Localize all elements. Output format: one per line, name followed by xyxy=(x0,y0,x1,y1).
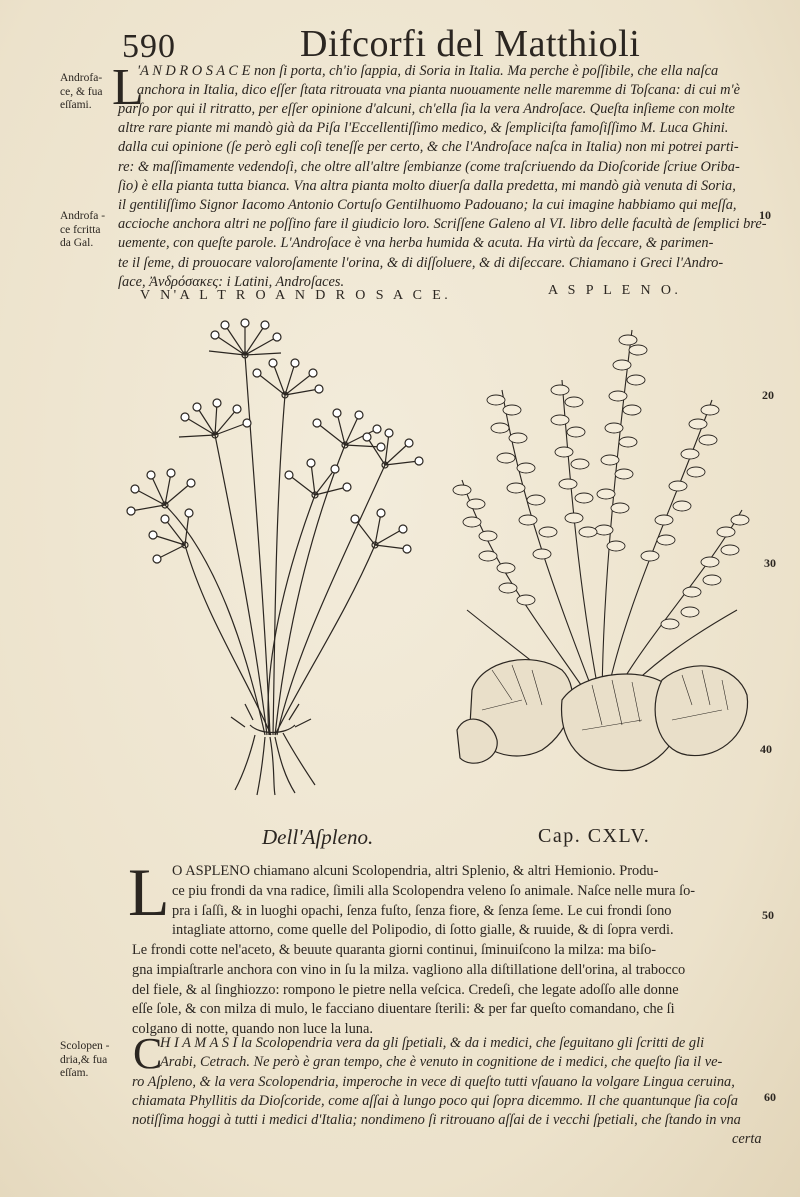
text-line: chiamata Phyllitis da Dioſcoride, come aſſai à lungo poco qui ſopra dicemmo. Il che quantunque ſia coſa xyxy=(132,1093,738,1110)
text-line: gna impiaſtrarle anchora con vino in ſu la milza. vagliono alla diſtillatione dell'orina, al trabocco xyxy=(132,961,686,978)
text-line: 'A N D R O S A C E non ſi porta, ch'io ſappia, di Soria in Italia. Ma perche è poſſibile, che ella naſca xyxy=(137,63,719,79)
text-line: altre rare piante mi mandò già da Piſa l'Eccellentiſſimo medico, & ſempliciſta famoſiſſimo M. Luca Ghini. xyxy=(118,120,729,137)
text-line: il gentiliſſimo Signor Iacomo Antonio Cortuſo Gentilhuomo Padouano; la cui imagine habbiamo qui meſſa, xyxy=(118,197,737,214)
text-line: anchora in Italia, dico eſſer ſtata ritrouata vna pianta nuouamente nelle maremme di Toſcana: di cui m'è xyxy=(137,82,741,99)
figure-caption-androsace: V N'A L T R O A N D R O S A C E. xyxy=(140,288,452,303)
text-line: Le frondi cotte nel'aceto, & beuute quaranta giorni continui, ſminuiſcono la milza: ma biſo- xyxy=(132,942,657,958)
margin-line-number: 30 xyxy=(764,556,776,570)
margin-note-androsace-galeno xyxy=(60,210,122,251)
page-number: 590 xyxy=(122,28,176,65)
text-line: dalla cui opinione (ſe però egli coſi teneſſe per certo, & che l'Androſace naſca in Italia) non mi potrei parti- xyxy=(118,139,739,156)
margin-note-line: Scolopen - xyxy=(60,1040,110,1052)
drop-cap-aspleno: L xyxy=(128,854,170,930)
scolopendria-paragraph xyxy=(160,1034,760,1072)
margin-line-number: 20 xyxy=(762,388,774,402)
margin-note-line: da Gal. xyxy=(60,237,94,249)
text-line: ro Aſpleno, & la vera Scolopendria, imperoche in vece di queſto tutti vſauano la volgare Lingua ceruina, xyxy=(132,1074,735,1090)
figure-aspleno xyxy=(452,310,752,800)
margin-line-number: 50 xyxy=(762,908,774,922)
margin-note-line: eſſami. xyxy=(60,99,92,111)
text-line: te il ſeme, di prouocare valoroſamente l'orina, & di diſſoluere, & di diſeccare. Chiamano i Greci l'Andro- xyxy=(118,254,724,271)
figure-androsace xyxy=(125,315,425,795)
text-line: accioche anchora altri ne poſſino fare il giudicio loro. Scriſſene Galeno al VI. libro delle facultà de ſemplici bre- xyxy=(118,216,767,233)
chapter-title: Dell'Aſpleno. xyxy=(262,825,374,849)
drop-cap-scolopendria: C xyxy=(133,1029,163,1078)
margin-note-scolopendria xyxy=(60,1040,122,1081)
figure-caption-aspleno: A S P L E N O. xyxy=(548,283,682,298)
text-line: pra i ſaſſi, & in luoghi opachi, ſenza fuſto, ſenza fiore, & ſenza ſeme. Le cui frondi ſono xyxy=(172,902,672,919)
text-line: intagliate attorno, come quelle del Polipodio, di ſotto gialle, & ruuide, & di ſopra verdi. xyxy=(172,922,674,939)
text-line: uemente, con queſte parole. L'Androſace è vna herba humida & acuta. Ha virtù da ſeccare, & parimen- xyxy=(118,235,714,252)
margin-note-line: ce, & fua xyxy=(60,85,103,98)
text-line: re: & maſſimamente vedendoſi, che oltre all'altre ſembianze (come traſcriuendo da Dioſcoride ſcriue Oriba- xyxy=(118,158,740,175)
text-line: ce piu frondi da vna radice, ſimili alla Scolopendra veleno ſo animale. Naſce nelle mura ſo- xyxy=(172,882,696,899)
margin-note-line: eſſam. xyxy=(60,1067,89,1079)
margin-line-number: 60 xyxy=(764,1090,776,1104)
aspleno-paragraph-cont xyxy=(132,941,762,1040)
aspleno-paragraph xyxy=(172,862,762,941)
margin-note-line: Androfa- xyxy=(60,72,103,84)
margin-note-line: ce fcritta xyxy=(60,223,101,236)
text-line: ſio) è ella pianta tutta bianca. Vna altra pianta molto diuerſa dalla predetta, mi mandò già venuta di Soria, xyxy=(118,177,736,194)
text-line: colgano di notte, quando non luce la luna. xyxy=(132,1021,373,1038)
text-line: del fiele, & al ſinghiozzo: rompono le pietre nella veſcica. Credeſi, che legate adoſſo alle donne xyxy=(132,981,679,998)
margin-line-number: 10 xyxy=(759,208,771,222)
margin-note-line: dria,& fua xyxy=(60,1053,108,1066)
margin-line-number: 40 xyxy=(760,742,772,756)
scolopendria-paragraph-cont xyxy=(132,1073,762,1131)
text-line: notiſſima hoggi à tutti i medici d'Italia; nondimeno ſi ritrouano aſſai de i vecchi ſpetiali, che ſtando in vna xyxy=(132,1112,741,1129)
text-line: parſo por qui il ritratto, per eſſer opinione d'alcuni, ch'ella ſia la vera Androſace. Queſta inſieme con molte xyxy=(118,101,735,117)
text-line: eſſe ſole, & con milza di mulo, le facciano diuentare ſterili: & per far queſto comandano, che ſi xyxy=(132,1001,675,1018)
drop-cap-androsace: L xyxy=(112,59,144,116)
text-line: H I A M A S I la Scolopendria vera da gli ſpetiali, & da i medici, che ſeguitano gli ſcritti de gli xyxy=(160,1035,705,1051)
catchword: certa xyxy=(732,1131,762,1147)
text-line: ſace, Ἀνδρόσακες: i Latini, Androſaces. xyxy=(118,273,345,290)
chapter-number: Cap. CXLV. xyxy=(538,825,651,847)
margin-note-line: Androfa - xyxy=(60,210,106,222)
running-title: Difcorfi del Matthioli xyxy=(300,23,641,65)
androsace-paragraph xyxy=(137,62,749,100)
text-line: Arabi, Cetrach. Ne però è gran tempo, che è venuto in cognitione de i medici, che queſto ſia il ve- xyxy=(160,1054,723,1071)
text-line: O ASPLENO chiamano alcuni Scolopendria, altri Splenio, & altri Hemionio. Produ- xyxy=(172,863,659,879)
